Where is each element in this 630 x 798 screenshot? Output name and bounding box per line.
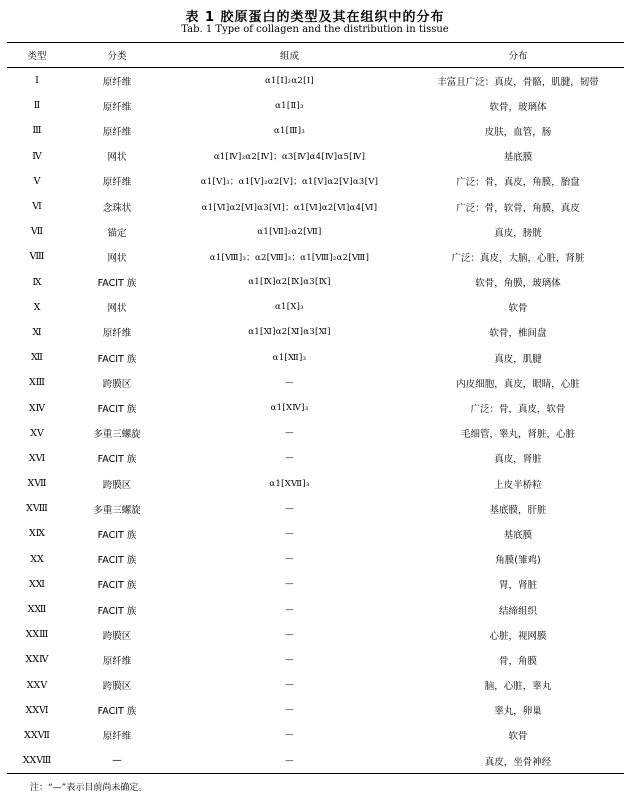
cell-composition: — [285,604,294,615]
cell-distribution: 真皮，膀胱 [494,227,542,239]
cell-distribution: 真皮，肾脏 [494,454,542,466]
cell-category: 跨膜区 [102,630,132,642]
cell-type: ⅩⅩⅣ [25,654,49,666]
cell-composition: — [285,554,294,565]
cell-type: ⅩⅥ [28,452,46,464]
cell-category: 原纤维 [102,126,132,138]
cell-type: Ⅳ [32,150,42,162]
cell-type: ⅩⅧ [26,503,48,515]
header-composition: 组成 [167,43,412,68]
cell-distribution: 软骨 [508,303,528,315]
cell-composition: — [285,503,294,514]
cell-type: ⅩⅩⅤ [26,679,48,691]
cell-composition: — [285,579,294,590]
cell-category: FACIT 族 [97,529,137,541]
cell-composition: α1[Ⅳ]₂α2[Ⅳ]；α3[Ⅳ]α4[Ⅳ]α5[Ⅳ] [213,152,366,163]
table-header-row [7,43,624,68]
table-row [7,169,624,194]
cell-type: Ⅱ [33,100,41,112]
table-row [7,244,624,269]
cell-composition: — [285,680,294,691]
table-row [7,320,624,345]
cell-type: Ⅹ [33,301,41,313]
cell-distribution: 广泛：骨，真皮，角膜，胎盘 [456,177,580,189]
cell-distribution: 内皮细胞，真皮，眼睛，心脏 [456,378,580,390]
cell-category: FACIT 族 [97,404,137,416]
cell-type: ⅩⅤ [30,427,44,439]
table-row [7,698,624,723]
table-row [7,219,624,244]
cell-composition: α1[ⅩⅣ]₃ [270,403,309,414]
cell-category: 跨膜区 [102,479,132,491]
table-row [7,496,624,521]
cell-distribution: 软骨 [508,731,528,743]
cell-category: 网状 [107,152,127,164]
table-row [7,144,624,169]
cell-category: 原纤维 [102,328,132,340]
cell-distribution: 基底膜 [503,152,533,164]
cell-type: Ⅶ [30,226,44,238]
cell-composition: α1[Ⅲ]₃ [273,125,306,136]
cell-distribution: 真皮，肌腱 [494,353,542,365]
header-category: 分类 [67,43,167,68]
cell-category: 原纤维 [102,76,132,88]
cell-type: Ⅴ [33,175,41,187]
cell-composition: α1[Ⅸ]α2[Ⅸ]α3[Ⅸ] [248,277,331,288]
cell-distribution: 胃，肾脏 [498,580,537,592]
cell-composition: α1[Ⅴ]₃；α1[Ⅴ]₂α2[Ⅴ]；α1[Ⅴ]α2[Ⅴ]α3[Ⅴ] [200,177,379,188]
cell-composition: α1[Ⅱ]₃ [275,100,304,111]
table-row [7,446,624,471]
cell-distribution: 睾丸，卵巢 [494,706,542,718]
cell-distribution: 广泛：真皮，大脑，心脏，肾脏 [451,252,585,264]
table-title-chinese: 表 1 胶原蛋白的类型及其在组织中的分布 [185,10,445,25]
cell-category: 多重三螺旋 [93,429,141,441]
cell-composition: — [285,453,294,464]
cell-category: 锚定 [107,227,127,239]
cell-category: FACIT 族 [97,353,137,365]
cell-category: 网状 [107,303,127,315]
header-type: 类型 [7,43,67,68]
cell-type: Ⅲ [32,125,42,137]
cell-composition: α1[Ⅻ]₃ [272,352,307,363]
cell-category: FACIT 族 [97,555,137,567]
cell-composition: — [285,428,294,439]
cell-category: FACIT 族 [97,580,137,592]
table-row [7,622,624,647]
table-row [7,421,624,446]
table-row [7,471,624,496]
cell-distribution: 皮肤，血管，肠 [484,126,552,138]
cell-composition: α1[ⅩⅦ]₃ [269,478,310,489]
cell-category: FACIT 族 [97,454,137,466]
cell-composition: — [285,377,294,388]
cell-composition: α1[Ⅰ]₂α2[Ⅰ] [265,75,314,86]
table-note: 注：“—”表示目前尚未确定。 [30,783,148,793]
cell-distribution: 真皮，坐骨神经 [412,748,624,774]
cell-category: 原纤维 [102,177,132,189]
table-row [7,345,624,370]
cell-distribution: 软骨，玻璃体 [489,101,547,113]
cell-type: ⅩⅩ [30,553,44,565]
table-row [7,647,624,672]
cell-category: 多重三螺旋 [93,504,141,516]
table-row [7,673,624,698]
cell-distribution: 软骨，角膜，玻璃体 [475,278,561,290]
cell-distribution: 丰富且广泛：真皮，骨骼，肌腱，韧带 [437,76,599,88]
cell-type: Ⅰ [35,75,39,87]
table-row [7,270,624,295]
cell-distribution: 结缔组织 [498,605,537,617]
table-row [7,572,624,597]
cell-type: ⅩⅫ [27,604,47,616]
cell-distribution: 上皮半桥粒 [494,479,542,491]
cell-type: ⅩⅢ [29,377,45,389]
cell-category: 跨膜区 [102,378,132,390]
cell-category: FACIT 族 [97,706,137,718]
cell-type: ⅩⅨ [29,528,45,540]
table-row [7,597,624,622]
table-row [7,547,624,572]
cell-distribution: 基底膜，肝脏 [489,504,547,516]
cell-distribution: 脑，心脏，睾丸 [484,681,552,693]
collagen-table [7,42,624,774]
table-row [7,295,624,320]
table-row [7,194,624,219]
cell-composition: — [285,730,294,741]
cell-category: 念珠状 [102,202,132,214]
table-title-english: Tab. 1 Type of collagen and the distribution in tissue [181,24,449,35]
cell-type: ⅩⅩⅧ [7,748,67,774]
cell-composition: α1[Ⅹ]₃ [274,302,305,313]
cell-type: Ⅸ [32,276,42,288]
cell-composition: — [285,629,294,640]
cell-composition: — [285,705,294,716]
table-row [7,723,624,748]
cell-distribution: 广泛：骨，真皮，软骨 [470,404,566,416]
cell-type: ⅩⅩⅢ [25,629,49,641]
cell-category: FACIT 族 [97,605,137,617]
cell-type: Ⅵ [32,201,42,213]
table-row [7,118,624,143]
table-row [7,395,624,420]
cell-category: 原纤维 [102,731,132,743]
cell-type: Ⅺ [32,326,42,338]
cell-type: Ⅻ [31,352,43,364]
cell-type: Ⅷ [29,251,45,263]
cell-category: 网状 [107,252,127,264]
cell-composition: — [285,528,294,539]
cell-category: 跨膜区 [102,681,132,693]
table-row [7,370,624,395]
cell-distribution: 毛细管，睾丸，肾脏，心脏 [460,429,575,441]
cell-type: ⅩⅣ [28,402,46,414]
cell-distribution: 角膜(雏鸡) [495,555,541,567]
table-row [7,93,624,118]
cell-composition: α1[Ⅶ]₂α2[Ⅶ] [257,226,322,237]
cell-distribution: 广泛：骨，软骨，角膜，真皮 [456,202,580,214]
table-row [7,748,624,774]
cell-type: ⅩⅩⅥ [25,704,49,716]
cell-distribution: 软骨，椎间盘 [489,328,547,340]
table-row [7,521,624,546]
cell-composition: α1[Ⅺ]α2[Ⅺ]α3[Ⅺ] [248,327,331,338]
cell-distribution: 基底膜 [503,529,533,541]
cell-composition: — [285,654,294,665]
cell-composition: — [167,748,412,774]
header-distribution: 分布 [412,43,624,68]
cell-category: 原纤维 [102,101,132,113]
cell-composition: α1[Ⅵ]α2[Ⅵ]α3[Ⅵ]；α1[Ⅵ]α2[Ⅵ]α4[Ⅵ] [201,202,378,213]
cell-category: — [67,748,167,774]
cell-type: ⅩⅪ [29,578,45,590]
table-row [7,68,624,94]
cell-distribution: 骨，角膜 [498,655,537,667]
cell-type: ⅩⅦ [27,478,47,490]
cell-category: FACIT 族 [97,278,137,290]
cell-type: ⅩⅩⅦ [24,729,50,741]
cell-composition: α1[Ⅷ]₃；α2[Ⅷ]₃；α1[Ⅷ]₂α2[Ⅷ] [209,252,370,263]
cell-distribution: 心脏，视网膜 [489,630,547,642]
cell-category: 原纤维 [102,655,132,667]
